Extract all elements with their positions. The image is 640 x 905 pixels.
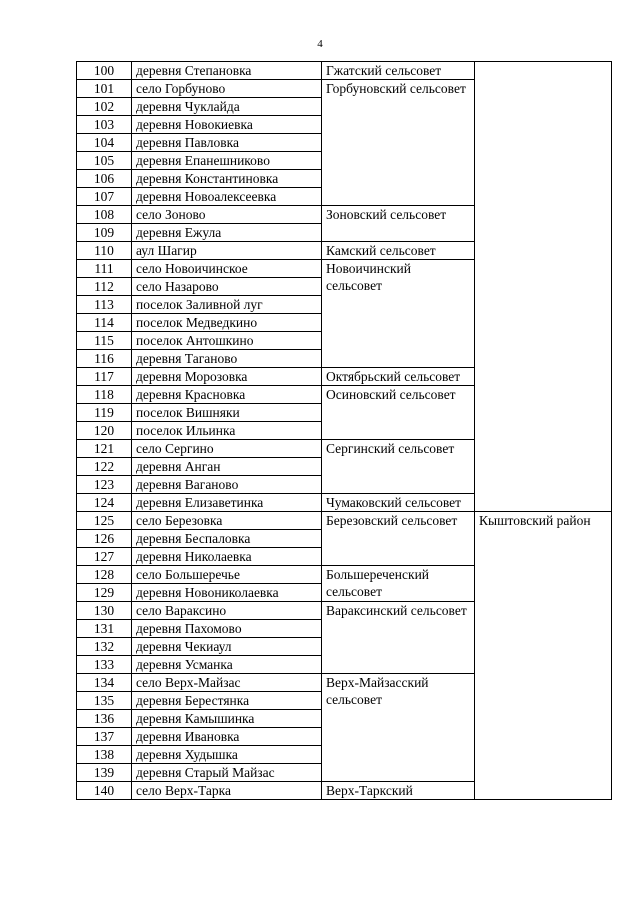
settlement-number: 108 (77, 206, 132, 224)
settlement-name: деревня Старый Майзас (132, 764, 322, 782)
settlement-number: 135 (77, 692, 132, 710)
settlement-number: 106 (77, 170, 132, 188)
settlement-name: деревня Павловка (132, 134, 322, 152)
settlement-name: село Верх-Тарка (132, 782, 322, 800)
settlement-number: 110 (77, 242, 132, 260)
settlement-name: деревня Усманка (132, 656, 322, 674)
settlement-number: 132 (77, 638, 132, 656)
settlement-number: 116 (77, 350, 132, 368)
settlement-name: деревня Берестянка (132, 692, 322, 710)
settlement-name: деревня Беспаловка (132, 530, 322, 548)
settlement-number: 117 (77, 368, 132, 386)
settlement-name: поселок Вишняки (132, 404, 322, 422)
settlement-number: 137 (77, 728, 132, 746)
settlement-number: 136 (77, 710, 132, 728)
table-row (77, 512, 612, 530)
settlement-number: 128 (77, 566, 132, 584)
council-name: Зоновский сельсовет (322, 206, 475, 242)
settlement-name: деревня Константиновка (132, 170, 322, 188)
settlement-name: деревня Новоалексеевка (132, 188, 322, 206)
settlement-name: деревня Новокиевка (132, 116, 322, 134)
settlement-name: село Вараксино (132, 602, 322, 620)
settlement-name: деревня Красновка (132, 386, 322, 404)
settlement-number: 140 (77, 782, 132, 800)
council-name: Верх-Таркский (322, 782, 475, 800)
settlement-number: 111 (77, 260, 132, 278)
settlement-name: деревня Николаевка (132, 548, 322, 566)
settlement-name: село Сергино (132, 440, 322, 458)
page-number: 4 (317, 38, 323, 50)
settlement-number: 125 (77, 512, 132, 530)
council-name: Верх-Майзасский сельсовет (322, 674, 475, 782)
settlement-number: 107 (77, 188, 132, 206)
settlement-name: село Зоново (132, 206, 322, 224)
settlement-name: деревня Ежула (132, 224, 322, 242)
settlement-number: 104 (77, 134, 132, 152)
settlement-number: 127 (77, 548, 132, 566)
settlement-name: деревня Епанешниково (132, 152, 322, 170)
settlement-name: село Назарово (132, 278, 322, 296)
council-name: Чумаковский сельсовет (322, 494, 475, 512)
settlement-name: деревня Морозовка (132, 368, 322, 386)
council-name: Вараксинский сельсовет (322, 602, 475, 674)
settlement-number: 126 (77, 530, 132, 548)
settlement-name: поселок Антошкино (132, 332, 322, 350)
settlement-name: деревня Степановка (132, 62, 322, 80)
settlement-name: аул Шагир (132, 242, 322, 260)
settlement-number: 123 (77, 476, 132, 494)
settlements-table-body (77, 62, 612, 800)
settlement-name: деревня Ивановка (132, 728, 322, 746)
settlement-name: деревня Чуклайда (132, 98, 322, 116)
council-name: Осиновский сельсовет (322, 386, 475, 440)
settlement-name: деревня Новониколаевка (132, 584, 322, 602)
settlement-number: 120 (77, 422, 132, 440)
council-name: Камский сельсовет (322, 242, 475, 260)
settlement-name: деревня Пахомово (132, 620, 322, 638)
settlement-number: 138 (77, 746, 132, 764)
settlement-name: село Большеречье (132, 566, 322, 584)
settlement-name: деревня Ваганово (132, 476, 322, 494)
district-name: Кыштовский район (475, 512, 612, 800)
settlement-number: 129 (77, 584, 132, 602)
settlement-number: 133 (77, 656, 132, 674)
settlement-number: 105 (77, 152, 132, 170)
settlement-number: 101 (77, 80, 132, 98)
settlement-name: поселок Медведкино (132, 314, 322, 332)
settlement-number: 113 (77, 296, 132, 314)
settlement-number: 131 (77, 620, 132, 638)
settlement-number: 119 (77, 404, 132, 422)
settlement-name: село Верх-Майзас (132, 674, 322, 692)
settlement-name: поселок Ильинка (132, 422, 322, 440)
settlement-name: село Новоичинское (132, 260, 322, 278)
council-name: Новоичинский сельсовет (322, 260, 475, 368)
table-row (77, 62, 612, 80)
council-name: Гжатский сельсовет (322, 62, 475, 80)
settlement-number: 118 (77, 386, 132, 404)
settlement-number: 134 (77, 674, 132, 692)
settlement-name: село Березовка (132, 512, 322, 530)
settlement-name: деревня Камышинка (132, 710, 322, 728)
settlement-number: 103 (77, 116, 132, 134)
council-name: Большереченский сельсовет (322, 566, 475, 602)
settlement-number: 114 (77, 314, 132, 332)
settlement-number: 100 (77, 62, 132, 80)
settlement-name: деревня Худышка (132, 746, 322, 764)
settlement-number: 109 (77, 224, 132, 242)
settlement-number: 122 (77, 458, 132, 476)
settlement-number: 102 (77, 98, 132, 116)
district-cell-empty (475, 62, 612, 512)
settlement-number: 112 (77, 278, 132, 296)
settlement-name: деревня Анган (132, 458, 322, 476)
settlement-number: 139 (77, 764, 132, 782)
settlement-name: деревня Чекиаул (132, 638, 322, 656)
settlements-table (76, 61, 612, 800)
council-name: Октябрьский сельсовет (322, 368, 475, 386)
settlement-number: 121 (77, 440, 132, 458)
settlement-name: село Горбуново (132, 80, 322, 98)
settlement-name: поселок Заливной луг (132, 296, 322, 314)
settlement-name: деревня Таганово (132, 350, 322, 368)
settlement-number: 124 (77, 494, 132, 512)
settlement-number: 115 (77, 332, 132, 350)
council-name: Березовский сельсовет (322, 512, 475, 566)
council-name: Сергинский сельсовет (322, 440, 475, 494)
council-name: Горбуновский сельсовет (322, 80, 475, 206)
settlement-name: деревня Елизаветинка (132, 494, 322, 512)
settlement-number: 130 (77, 602, 132, 620)
